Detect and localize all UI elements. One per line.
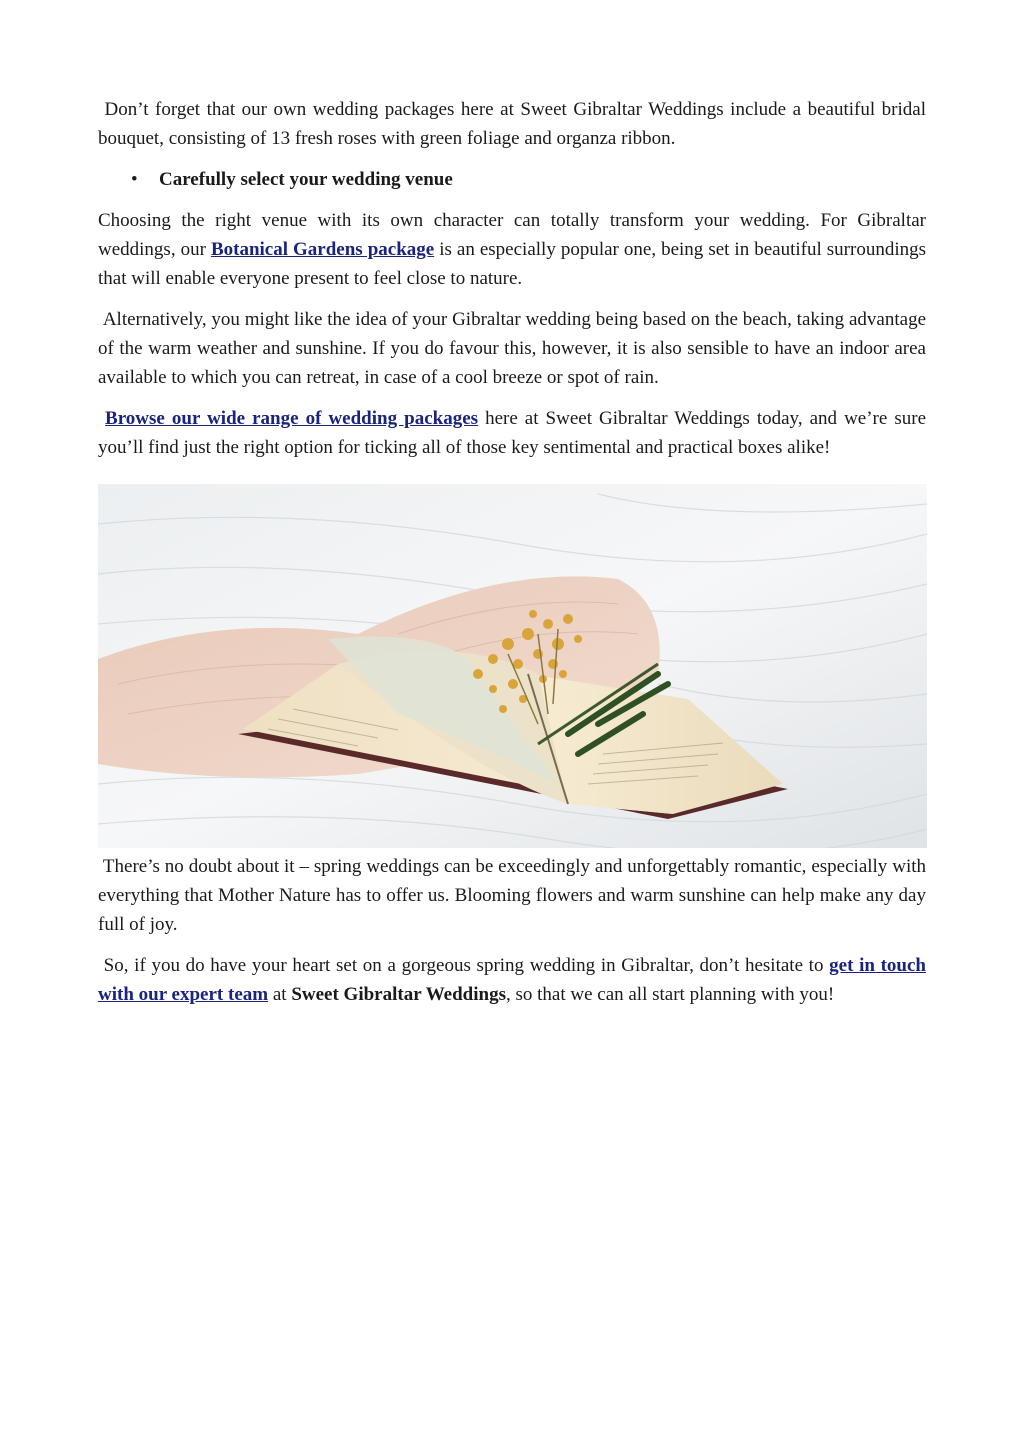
paragraph-contact-text-2: at — [268, 984, 292, 1005]
paragraph-venue-text-2: is an especially popular one, being set in beautiful surroundings that will enable everyone present to feel close to nature. — [98, 239, 926, 289]
browse-packages-link[interactable]: Browse our wide range of wedding packages — [105, 408, 479, 429]
contact-team-link[interactable]: get in touch with our expert team — [98, 955, 926, 1005]
paragraph-venue — [98, 206, 926, 293]
paragraph-contact-text-3: , so that we can all start planning with you! — [505, 984, 835, 1005]
paragraph-browse-lead — [98, 408, 105, 429]
paragraph-contact-text-1: So, if you do have your heart set on a gorgeous spring wedding in Gibraltar, don’t hesitate to — [98, 955, 830, 976]
botanical-gardens-link[interactable]: Botanical Gardens package — [210, 239, 435, 260]
paragraph-browse-text: here at Sweet Gibraltar Weddings today, and we’re sure you’ll find just the right option for ticking all of those key sentimental and practical boxes alike! — [98, 408, 927, 458]
paragraph-browse — [98, 404, 926, 462]
paragraph-contact — [98, 951, 926, 1009]
bullet-marker: • — [131, 169, 138, 190]
paragraph-venue-text-1: Choosing the right venue with its own character can totally transform your wedding. For Gibraltar weddings, our — [98, 210, 926, 260]
bullet-item-venue — [98, 165, 926, 194]
paragraph-bouquet: Don’t forget that our own wedding packages here at Sweet Gibraltar Weddings include a beautiful bridal bouquet, consisting of 13 fresh roses with green foliage and organza ribbon. — [98, 99, 926, 149]
document-page — [98, 95, 926, 1021]
paragraph-spring: There’s no doubt about it – spring weddings can be exceedingly and unforgettably romantic, especially with everything that Mother Nature has to offer us. Blooming flowers and warm sunshine can help make any day full of joy. — [98, 856, 926, 935]
brand-name: Sweet Gibraltar Weddings — [291, 984, 506, 1005]
paragraph-beach: Alternatively, you might like the idea of your Gibraltar wedding being based on the beach, taking advantage of the warm weather and sunshine. If you do favour this, however, it is also sensible to have an indoor area available to which you can retreat, in case of a cool breeze or spot of rain. — [98, 309, 926, 388]
book-flowers-photo — [98, 484, 927, 848]
section-heading-venue: Carefully select your wedding venue — [159, 169, 453, 190]
